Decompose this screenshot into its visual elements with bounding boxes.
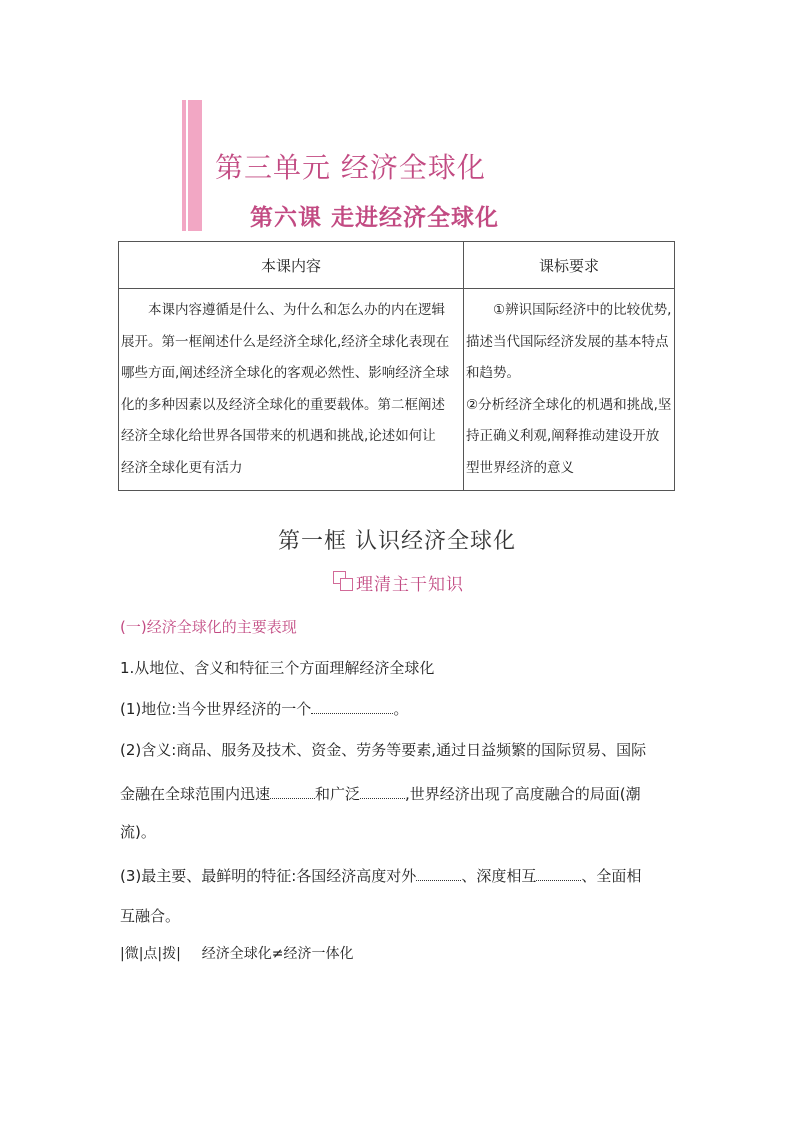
requirement-line: ②分析经济全球化的机遇和挑战,坚	[466, 396, 672, 413]
paragraph-feature-line1	[120, 865, 641, 886]
text: 和广泛	[315, 785, 361, 803]
fill-blank[interactable]	[270, 784, 315, 799]
content-line: 哪些方面,阐述经济全球化的客观必然性、影响经济全球	[121, 365, 450, 381]
paragraph-meaning-line2	[120, 783, 641, 804]
text: 、全面相	[581, 867, 642, 885]
double-square-icon	[333, 571, 355, 593]
text: 、深度相互	[461, 867, 537, 885]
content-line: 展开。第一框阐述什么是经济全球化,经济全球化表现在	[121, 333, 450, 350]
requirement-line: 型世界经济的意义	[466, 459, 574, 476]
frame-title: 第一框 认识经济全球化	[278, 529, 516, 554]
requirement-line: 和趋势。	[466, 365, 520, 381]
text: 金融在全球范围内迅速	[120, 785, 271, 803]
fill-blank[interactable]	[311, 699, 393, 714]
tip-label: |微|点|拨|	[120, 946, 181, 962]
text: 。	[393, 700, 409, 718]
decor-bar-thin	[182, 100, 186, 231]
table-row	[119, 289, 675, 491]
requirement-line: ①辨识国际经济中的比较优势,	[493, 302, 672, 318]
decor-bar-thick	[188, 100, 202, 231]
col-header-requirements: 课标要求	[464, 242, 675, 289]
section-label	[333, 568, 464, 596]
fill-blank[interactable]	[360, 784, 405, 799]
fill-blank[interactable]	[536, 866, 581, 881]
content-line: 经济全球化给世界各国带来的机遇和挑战,论述如何让	[121, 428, 436, 444]
item-1-title: 1.从地位、含义和特征三个方面理解经济全球化	[120, 659, 435, 677]
paragraph-feature-line2: 互融合。	[120, 907, 181, 925]
tip-box	[120, 943, 354, 963]
paragraph-position	[120, 698, 408, 719]
lesson-title: 第六课 走进经济全球化	[250, 205, 500, 231]
requirement-line: 持正确义利观,阐释推动建设开放	[466, 428, 660, 444]
section-label-text: 理清主干知识	[356, 574, 464, 595]
paragraph-meaning-line1: (2)含义:商品、服务及技术、资金、劳务等要素,通过日益频繁的国际贸易、国际	[120, 741, 647, 759]
requirements-cell	[464, 289, 675, 491]
content-cell	[119, 289, 464, 491]
text: (1)地位:当今世界经济的一个	[120, 700, 312, 718]
paragraph-meaning-line3: 流)。	[120, 823, 156, 841]
text: ,世界经济出现了高度融合的局面(潮	[405, 785, 641, 803]
fill-blank[interactable]	[416, 866, 461, 881]
content-line: 经济全球化更有活力	[121, 459, 243, 476]
col-header-content: 本课内容	[119, 242, 464, 289]
content-line: 本课内容遵循是什么、为什么和怎么办的内在逻辑	[148, 302, 445, 318]
tip-text: 经济全球化≠经济一体化	[201, 946, 354, 962]
content-line: 化的多种因素以及经济全球化的重要载体。第二框阐述	[121, 396, 445, 413]
heading-main-features: (一)经济全球化的主要表现	[120, 618, 297, 636]
text: (3)最主要、最鲜明的特征:各国经济高度对外	[120, 867, 417, 885]
course-table	[118, 241, 675, 491]
requirement-line: 描述当代国际经济发展的基本特点	[466, 333, 669, 350]
unit-title: 第三单元 经济全球化	[215, 151, 486, 184]
table-header-row	[119, 242, 675, 289]
